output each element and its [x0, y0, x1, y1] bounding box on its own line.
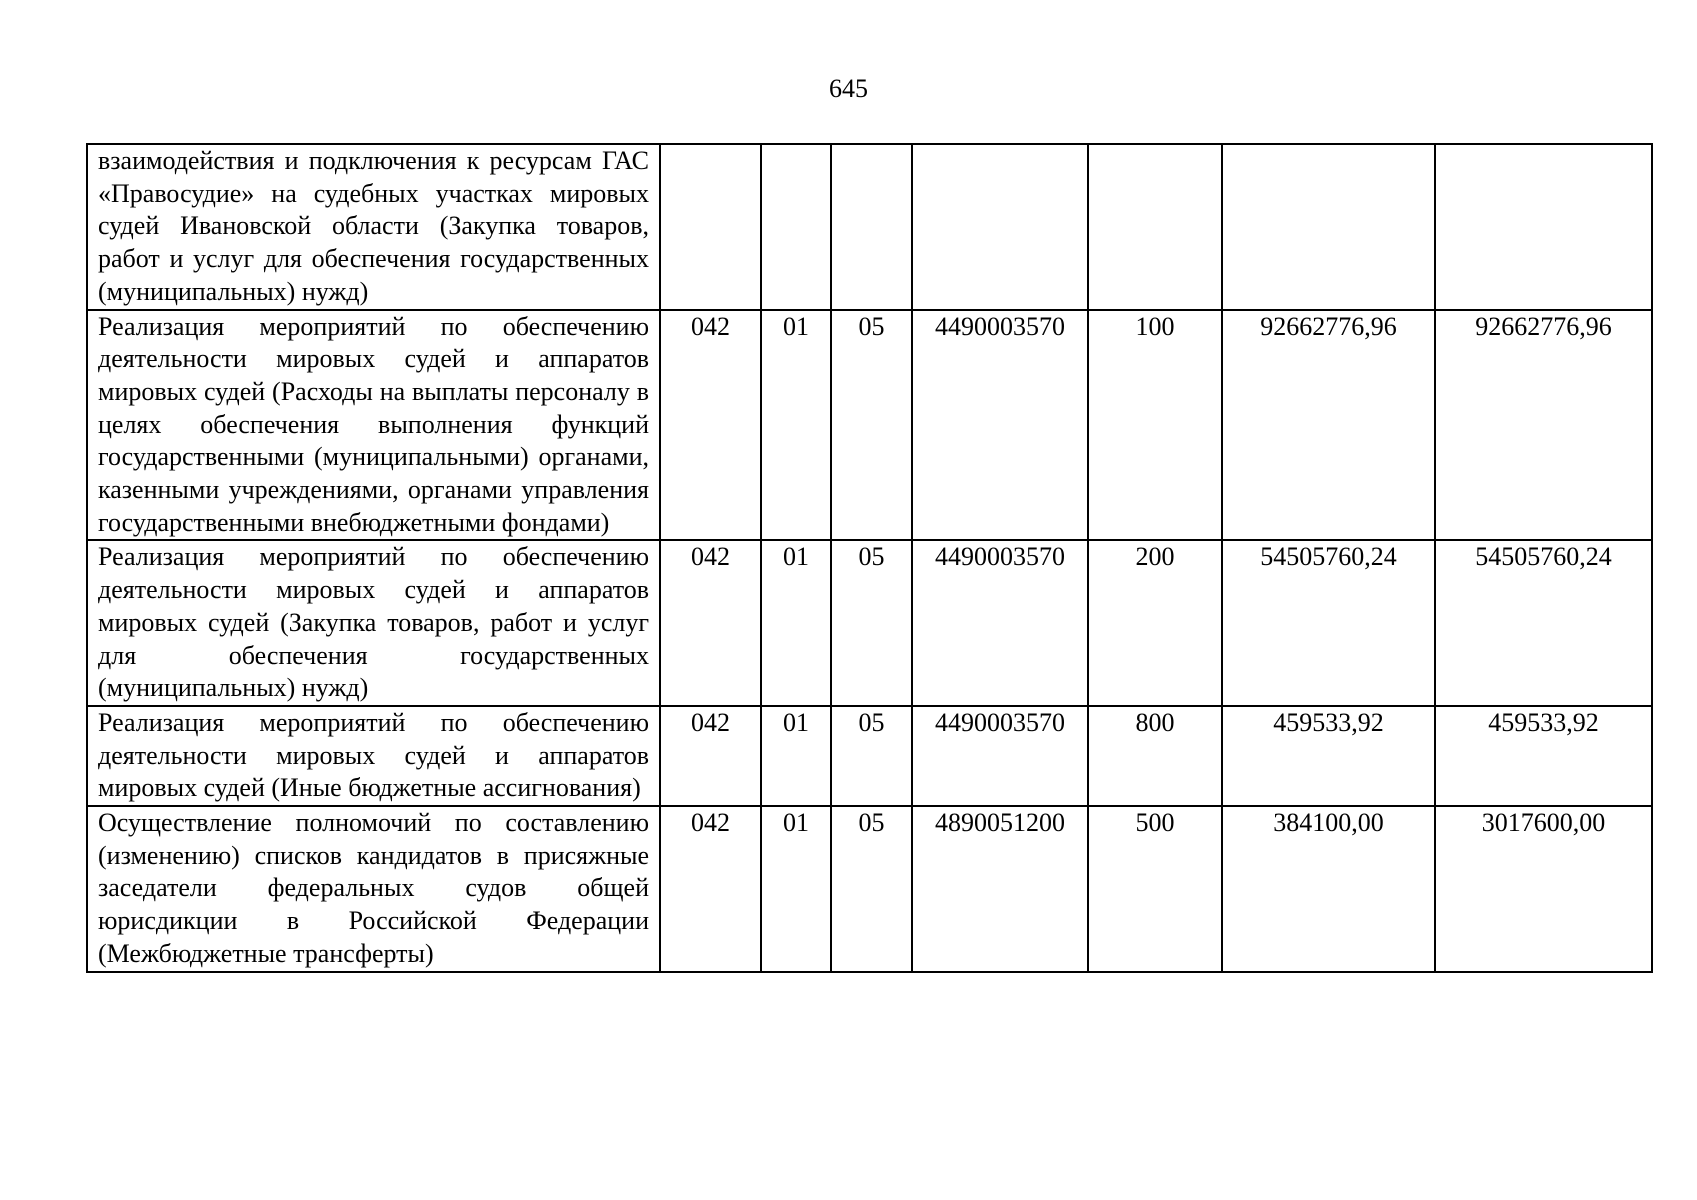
target-article-code: 4890051200: [912, 806, 1088, 972]
section-code: 01: [761, 706, 831, 806]
row-description: взаимодействия и подключения к ресурсам ГАС «Правосудие» на судебных участках мировых судей Ивановской области (Закупка товаров, работ и услуг для обеспечения государственных (муниципальных) нужд): [87, 144, 660, 310]
amount-1: 54505760,24: [1222, 540, 1435, 706]
subsection-code: [831, 144, 912, 310]
section-code: 01: [761, 540, 831, 706]
table-row: [87, 706, 1652, 806]
amount-1: 92662776,96: [1222, 310, 1435, 541]
budget-table: [86, 143, 1653, 973]
subsection-code: 05: [831, 310, 912, 541]
ministry-code: 042: [660, 310, 761, 541]
target-article-code: 4490003570: [912, 706, 1088, 806]
amount-1: 459533,92: [1222, 706, 1435, 806]
row-description: Реализация мероприятий по обеспечению деятельности мировых судей и аппаратов мировых судей (Закупка товаров, работ и услуг для обеспечения государственных (муниципальных) нужд): [87, 540, 660, 706]
amount-2: 3017600,00: [1435, 806, 1652, 972]
section-code: [761, 144, 831, 310]
table-row: [87, 310, 1652, 541]
ministry-code: 042: [660, 706, 761, 806]
amount-1: [1222, 144, 1435, 310]
expense-type-code: 100: [1088, 310, 1222, 541]
row-description: Реализация мероприятий по обеспечению деятельности мировых судей и аппаратов мировых судей (Расходы на выплаты персоналу в целях обеспечения выполнения функций государственными (муниципальными) органами, казенными учреждениями, органами управления государственными внебюджетными фондами): [87, 310, 660, 541]
ministry-code: 042: [660, 540, 761, 706]
target-article-code: 4490003570: [912, 310, 1088, 541]
amount-1: 384100,00: [1222, 806, 1435, 972]
target-article-code: 4490003570: [912, 540, 1088, 706]
section-code: 01: [761, 806, 831, 972]
amount-2: 92662776,96: [1435, 310, 1652, 541]
table-row: [87, 806, 1652, 972]
expense-type-code: 200: [1088, 540, 1222, 706]
expense-type-code: [1088, 144, 1222, 310]
table-row: [87, 540, 1652, 706]
row-description: Реализация мероприятий по обеспечению деятельности мировых судей и аппаратов мировых судей (Иные бюджетные ассигнования): [87, 706, 660, 806]
target-article-code: [912, 144, 1088, 310]
ministry-code: [660, 144, 761, 310]
amount-2: [1435, 144, 1652, 310]
expense-type-code: 500: [1088, 806, 1222, 972]
expense-type-code: 800: [1088, 706, 1222, 806]
section-code: 01: [761, 310, 831, 541]
ministry-code: 042: [660, 806, 761, 972]
subsection-code: 05: [831, 706, 912, 806]
amount-2: 459533,92: [1435, 706, 1652, 806]
subsection-code: 05: [831, 540, 912, 706]
row-description: Осуществление полномочий по составлению (изменению) списков кандидатов в присяжные заседатели федеральных судов общей юрисдикции в Российской Федерации (Межбюджетные трансферты): [87, 806, 660, 972]
subsection-code: 05: [831, 806, 912, 972]
amount-2: 54505760,24: [1435, 540, 1652, 706]
page-number: 645: [829, 74, 868, 103]
table-row: [87, 144, 1652, 310]
